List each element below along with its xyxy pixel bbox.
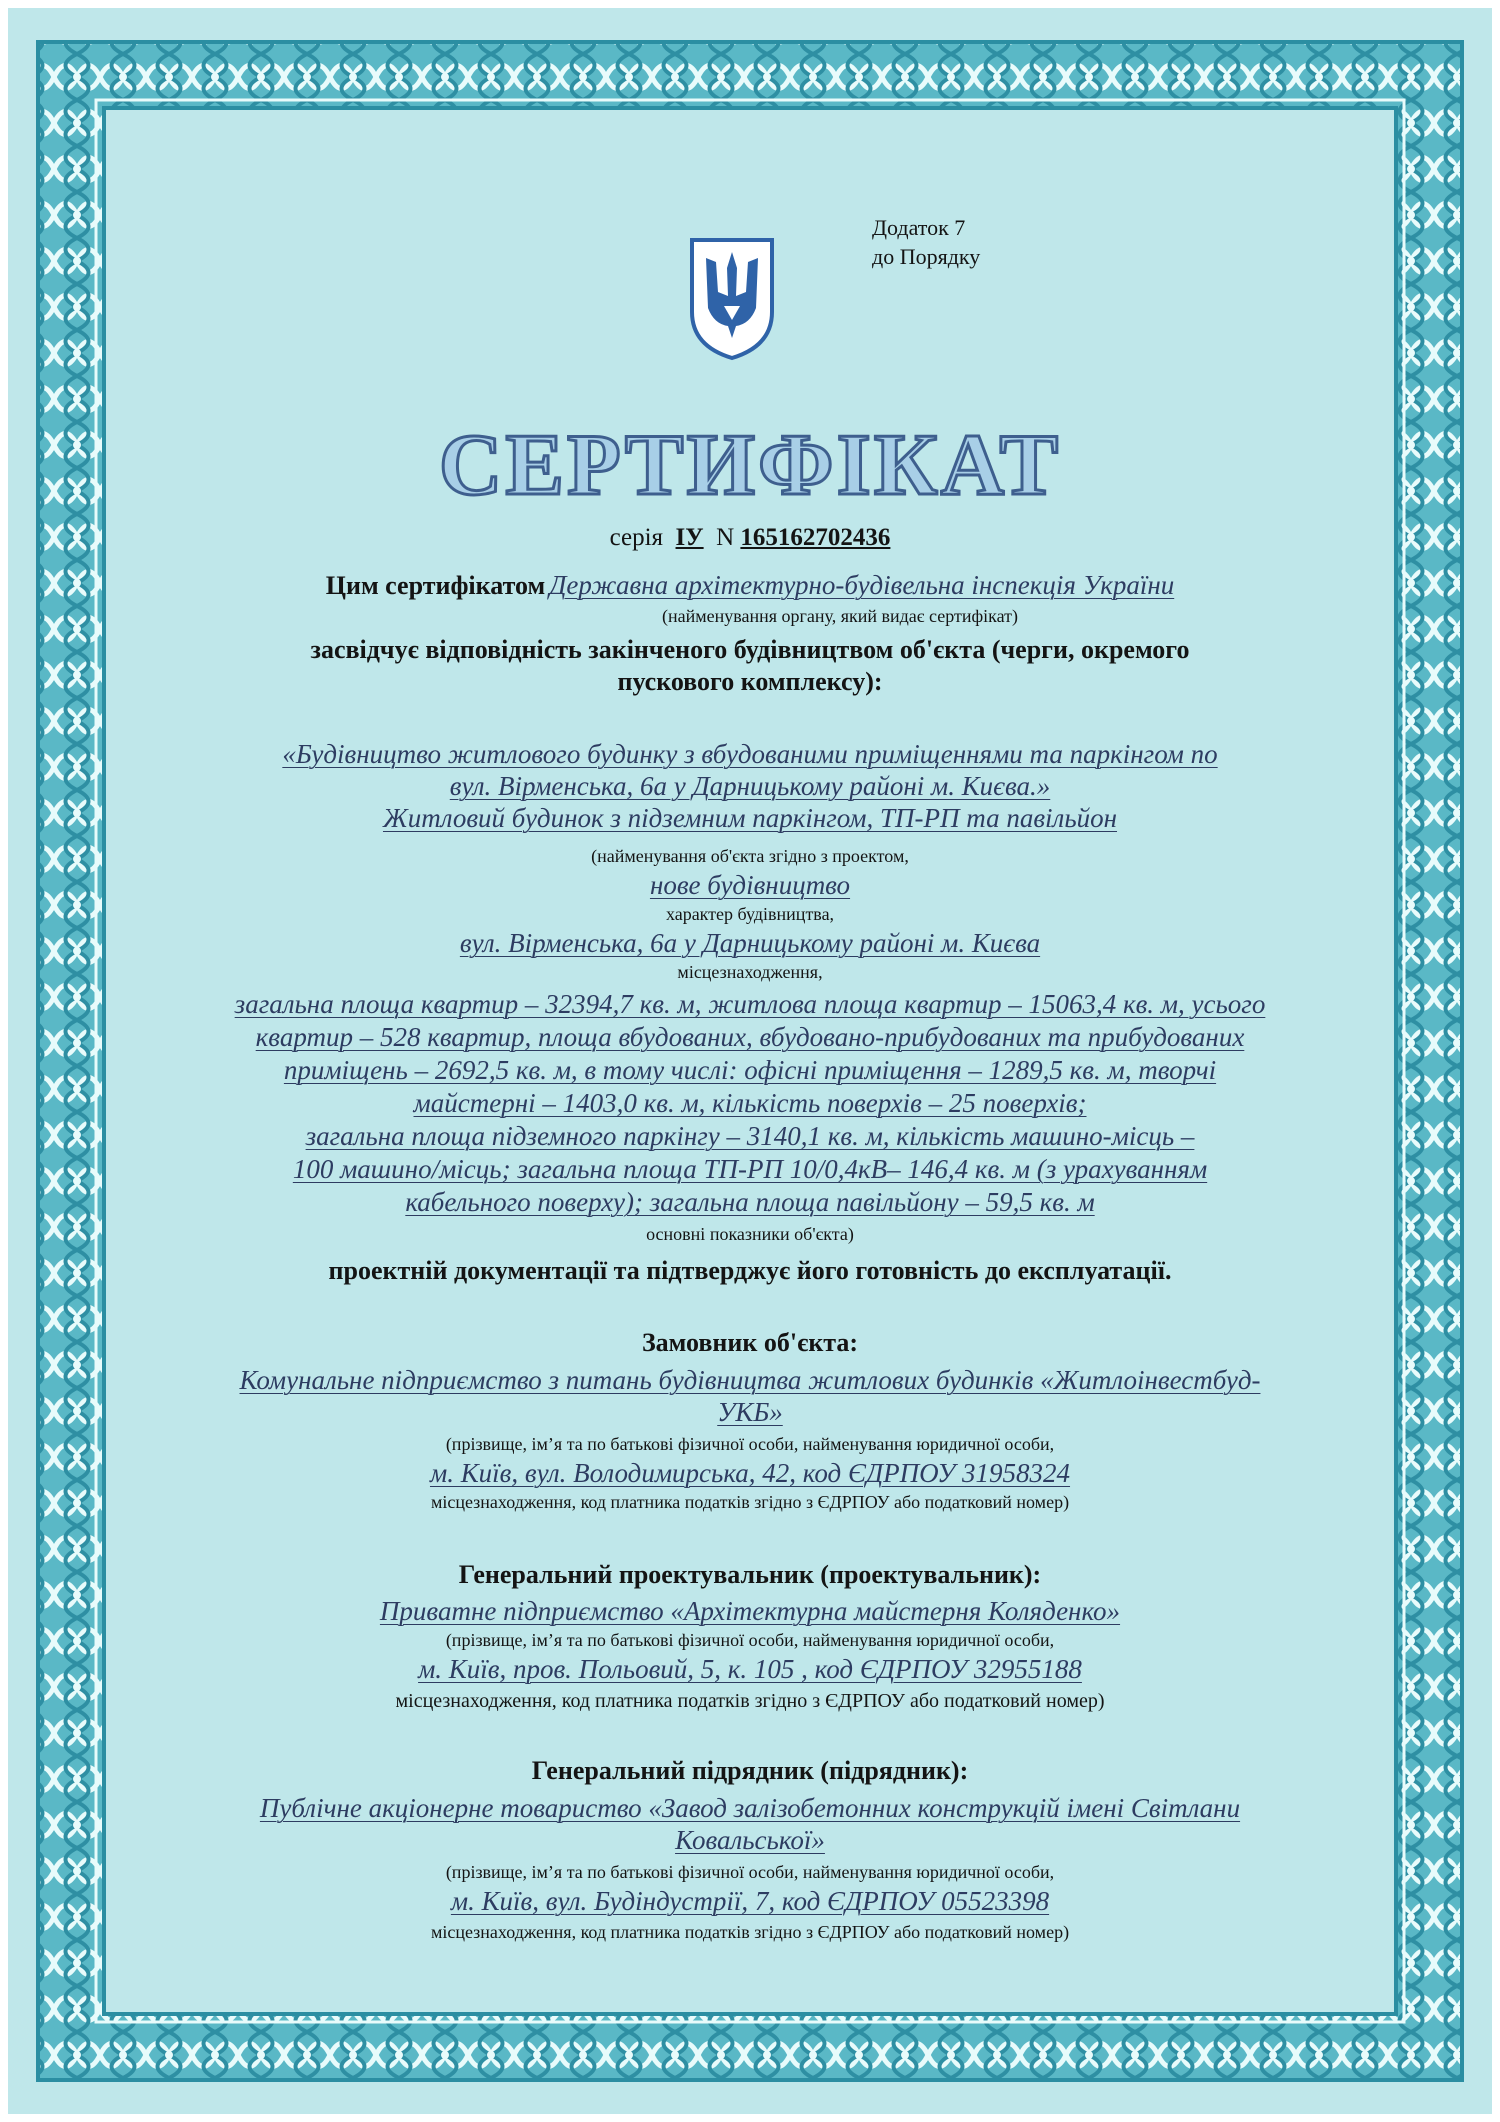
title-text: СЕРТИФІКАТ xyxy=(438,417,1062,514)
contractor-heading: Генеральний підрядник (підрядник): xyxy=(531,1756,969,1785)
construction-character xyxy=(0,870,1500,901)
contractor-address xyxy=(0,1886,1500,1917)
certificate-number: 165162702436 xyxy=(740,524,891,551)
contractor-name xyxy=(0,1792,1500,1856)
customer-name xyxy=(0,1364,1500,1428)
annex-line-2: до Порядку xyxy=(872,244,981,269)
indicator-line-2: квартир – 528 квартир, площа вбудованих, вбудовано-прибудованих та прибудованих xyxy=(255,1022,1245,1052)
object-indicators xyxy=(0,988,1500,1219)
location-value: вул. Вірменська, 6а у Дарницькому районі м. Києва xyxy=(459,928,1041,958)
contractor-name-caption: (прізвище, ім’я та по батькові фізичної особи, найменування юридичної особи, xyxy=(445,1862,1055,1882)
customer-address-caption: місцезнаходження, код платника податків згідно з ЄДРПОУ або податковий номер) xyxy=(430,1492,1070,1512)
indicator-line-4: майстерні – 1403,0 кв. м, кількість поверхів – 25 поверхів; xyxy=(413,1088,1087,1118)
series-value: ІУ xyxy=(675,524,704,551)
attest-text xyxy=(0,634,1500,698)
attest-line-1: засвідчує відповідність закінченого будівництвом об'єкта (черги, окремого xyxy=(310,635,1190,664)
object-name xyxy=(0,738,1500,834)
designer-address-caption: місцезнаходження, код платника податків згідно з ЄДРПОУ або податковий номер) xyxy=(395,1690,1105,1712)
issuer-caption: (найменування органу, який видає сертифікат) xyxy=(661,606,1019,626)
indicator-line-3: приміщень – 2692,5 кв. м, в тому числі: офісні приміщення – 1289,5 кв. м, творчі xyxy=(283,1055,1217,1085)
object-name-line-1: «Будівництво житлового будинку з вбудованими приміщеннями та паркінгом по xyxy=(282,739,1218,769)
customer-address-value: м. Київ, вул. Володимирська, 42, код ЄДРПОУ 31958324 xyxy=(429,1458,1071,1488)
attest-line-2: пускового комплексу): xyxy=(617,667,883,696)
character-value: нове будівництво xyxy=(649,870,851,900)
number-label: N xyxy=(716,524,735,551)
issuer-line xyxy=(0,570,1500,601)
indicator-line-5: загальна площа підземного паркінгу – 3140,1 кв. м, кількість машино-місць – xyxy=(305,1121,1195,1151)
contractor-name-line-2: Ковальської» xyxy=(675,1825,825,1855)
annex-note xyxy=(872,213,980,271)
indicator-line-7: кабельного поверху); загальна площа павільйону – 59,5 кв. м xyxy=(405,1187,1095,1217)
customer-address xyxy=(0,1458,1500,1489)
contractor-address-value: м. Київ, вул. Будіндустрії, 7, код ЄДРПОУ 05523398 xyxy=(450,1886,1050,1916)
customer-name-caption: (прізвище, ім’я та по батькові фізичної особи, найменування юридичної особи, xyxy=(445,1434,1055,1454)
indicator-line-6: 100 машино/місць; загальна площа ТП-РП 10/0,4кВ– 146,4 кв. м (з урахуванням xyxy=(292,1154,1208,1184)
contractor-address-caption: місцезнаходження, код платника податків згідно з ЄДРПОУ або податковий номер) xyxy=(430,1922,1070,1942)
designer-name-value: Приватне підприємство «Архітектурна майстерня Коляденко» xyxy=(379,1596,1121,1626)
object-location xyxy=(0,928,1500,959)
character-caption: характер будівництва, xyxy=(665,904,835,924)
designer-address-value: м. Київ, пров. Польовий, 5, к. 105 , код ЄДРПОУ 32955188 xyxy=(418,1654,1082,1684)
customer-heading: Замовник об'єкта: xyxy=(641,1328,859,1357)
customer-name-line-2: УКБ» xyxy=(717,1397,783,1427)
annex-line-1: Додаток 7 xyxy=(872,215,966,240)
object-name-caption: (найменування об'єкта згідно з проектом, xyxy=(591,846,909,866)
series-line xyxy=(0,524,1500,552)
series-label: серія xyxy=(609,524,664,551)
issuer-name: Державна архітектурно-будівельна інспекція України xyxy=(549,570,1175,600)
location-caption: місцезнаходження, xyxy=(677,962,823,982)
designer-heading: Генеральний проектувальник (проектувальник): xyxy=(458,1560,1042,1589)
trident-coat-of-arms-icon xyxy=(688,234,776,362)
issuer-lead: Цим сертифікатом xyxy=(325,571,546,600)
contractor-name-line-1: Публічне акціонерне товариство «Завод залізобетонних конструкцій імені Світлани xyxy=(259,1793,1241,1823)
object-name-line-2: вул. Вірменська, 6а у Дарницькому районі м. Києва.» xyxy=(449,771,1051,801)
designer-name-caption: (прізвище, ім’я та по батькові фізичної особи, найменування юридичної особи, xyxy=(445,1630,1055,1650)
certificate-title xyxy=(0,410,1500,520)
designer-address xyxy=(0,1654,1500,1685)
conformity-text: проектній документації та підтверджує його готовність до експлуатації. xyxy=(328,1256,1172,1285)
designer-name xyxy=(0,1596,1500,1627)
object-name-line-3: Житловий будинок з підземним паркінгом, ТП-РП та павільйон xyxy=(382,803,1118,833)
indicator-line-1: загальна площа квартир – 32394,7 кв. м, житлова площа квартир – 15063,4 кв. м, усього xyxy=(234,989,1266,1019)
customer-name-line-1: Комунальне підприємство з питань будівництва житлових будинків «Житлоінвестбуд- xyxy=(239,1365,1261,1395)
indicators-caption: основні показники об'єкта) xyxy=(646,1224,854,1244)
